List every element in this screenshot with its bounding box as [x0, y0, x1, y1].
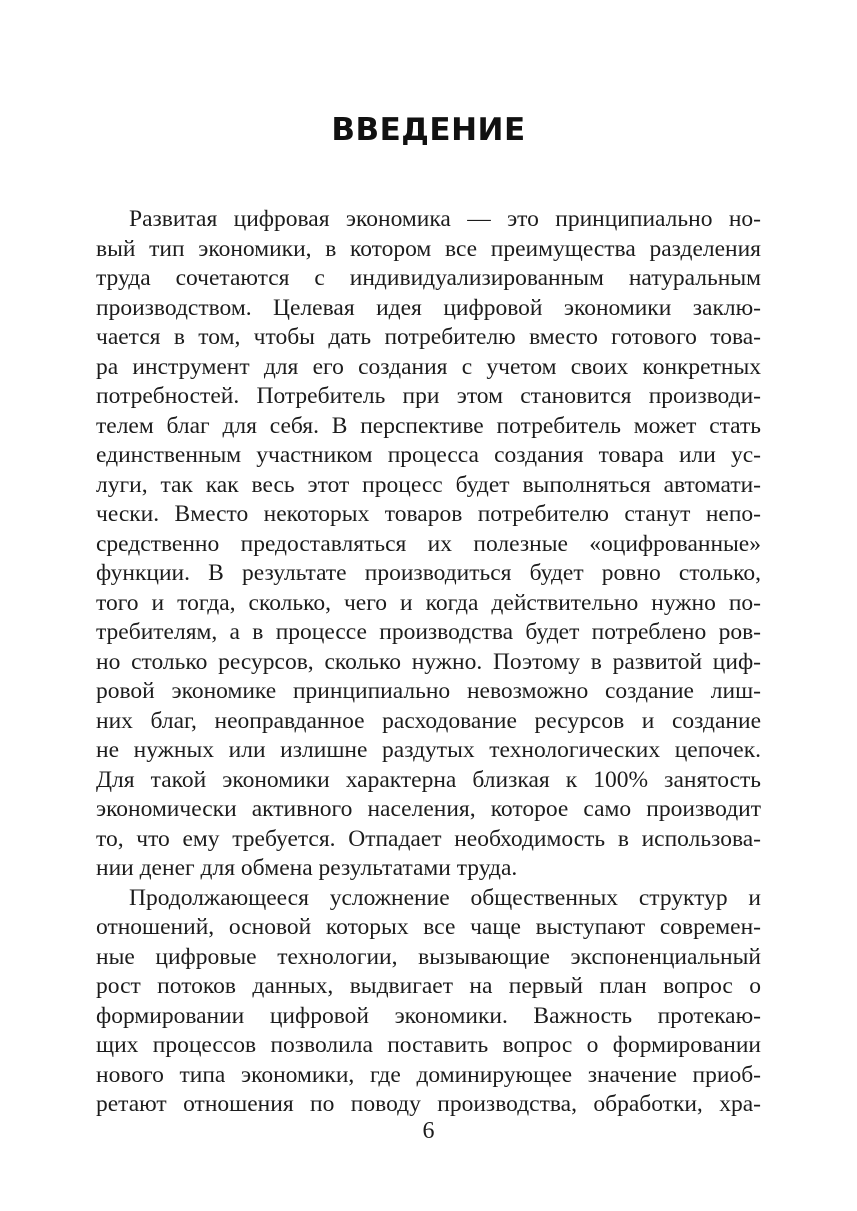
- text-line: требителям, а в процессе производства будет потреблено ров-: [96, 619, 761, 645]
- text-line: производством. Целевая идея цифровой экономики заклю-: [96, 294, 761, 321]
- text-line: луги, так как весь этот процесс будет выполняться автомати-: [96, 471, 761, 498]
- text-line: чается в том, чтобы дать потребителю вместо готового това-: [96, 324, 761, 350]
- text-line: не нужных или излишне раздутых технологических цепочек.: [96, 737, 761, 763]
- text-line: Для такой экономики характерна близкая к 100% занятость: [96, 766, 761, 793]
- text-line: Продолжающееся усложнение общественных структур и: [129, 884, 761, 911]
- text-line: нового типа экономики, где доминирующее значение приоб-: [96, 1061, 761, 1088]
- text-line: чески. Вместо некоторых товаров потребителю станут непо-: [96, 501, 761, 527]
- page-number: 6: [422, 1118, 435, 1144]
- text-line: но столько ресурсов, сколько нужно. Поэтому в развитой циф-: [96, 648, 761, 675]
- text-line: ретают отношения по поводу производства, обработки, хра-: [96, 1091, 761, 1117]
- text-line: труда сочетаются с индивидуализированным натуральным: [96, 265, 761, 291]
- text-line: щих процессов позволила поставить вопрос о формировании: [96, 1032, 761, 1058]
- text-line: функции. В результате производиться будет ровно столько,: [96, 560, 761, 586]
- text-line: ра инструмент для его создания с учетом своих конкретных: [96, 353, 761, 380]
- body-text: [96, 205, 761, 1120]
- text-line: них благ, неоправданное расходование ресурсов и создание: [96, 707, 761, 734]
- text-line: то, что ему требуется. Отпадает необходимость в использова-: [96, 825, 761, 852]
- text-line: экономически активного населения, которое само производит: [96, 796, 761, 822]
- text-line: единственным участником процесса создания товара или ус-: [96, 442, 761, 468]
- text-line: ные цифровые технологии, вызывающие экспоненциальный: [96, 943, 761, 970]
- page-title: ВВЕДЕНИЕ: [331, 112, 526, 148]
- text-line: телем благ для себя. В перспективе потребитель может стать: [96, 412, 761, 439]
- text-line: потребностей. Потребитель при этом становится производи-: [96, 383, 761, 409]
- text-line: отношений, основой которых все чаще выступают современ-: [96, 914, 761, 940]
- text-line: формировании цифровой экономики. Важность протекаю-: [96, 1002, 761, 1029]
- text-line: ровой экономике принципиально невозможно создание лиш-: [96, 678, 761, 704]
- text-line: рост потоков данных, выдвигает на первый план вопрос о: [96, 973, 761, 999]
- text-line: Развитая цифровая экономика — это принципиально но-: [129, 206, 761, 232]
- text-line: вый тип экономики, в котором все преимущества разделения: [96, 235, 761, 262]
- text-line: нии денег для обмена результатами труда.: [96, 855, 518, 881]
- text-line: средственно предоставляться их полезные «оцифрованные»: [96, 530, 761, 557]
- text-line: того и тогда, сколько, чего и когда действительно нужно по-: [96, 589, 761, 616]
